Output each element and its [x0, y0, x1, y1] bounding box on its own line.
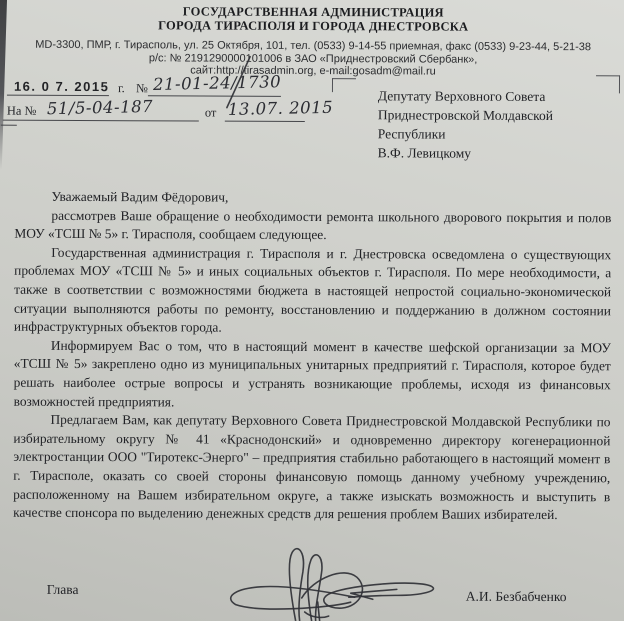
addressee-line: Приднестровской Молдавской [377, 107, 554, 124]
reply-date-underline [225, 121, 305, 122]
addressee-line: В.Ф. Левицкому [377, 145, 472, 161]
signer-title: Глава [46, 581, 79, 597]
letterhead-bank-account: р/с: № 2191290000101006 в ЗАО «Приднестровский Сбербанк», [148, 51, 478, 66]
addressee-block [378, 86, 598, 163]
letterhead-site-email: сайт:http://tirasadmin.org, e-mail:gosadm@mail.ru [190, 64, 436, 78]
date-suffix-label: г. [117, 81, 125, 96]
address-zone-corner-left [332, 78, 356, 92]
signature-scribble [231, 548, 434, 621]
signer-name: А.И. Безбабченко [465, 588, 567, 605]
date-blank-underline [7, 95, 109, 96]
addressee-line: Депутату Верховного Совета [377, 88, 546, 105]
address-zone-corner-right [596, 75, 620, 93]
body-paragraph: Информируем Вас о том, что в настоящий момент в качестве шефской организации за МОУ «ТСШ № 5» закреплено одно из муниципальных унитарных предприятий г. Тирасполя, которое будет решать наиболее острые вопросы и устранять возникающие проблемы, исходя из финансовых возможностей предприятия. [13, 337, 611, 409]
number-blank-underline [148, 95, 281, 97]
outgoing-number-handwritten: 21-01-24/1730 [152, 72, 282, 94]
body-paragraph: Государственная администрация г. Тирасполя и г. Днестровска осведомлена о существующих проблемах МОУ «ТСШ № 5» и иных социальных объектов г. Тирасполя. По мере необходимости, а также в соответствии с возможностями бюджета в настоящей непростой социально-экономической ситуации выполняются работы по ремонту, восстановлению и поддержанию в должном состоянии инфраструктурных объектов города. [13, 244, 612, 335]
date-stamp: 16. 0 7. 2015 [13, 78, 110, 95]
number-label: № [135, 81, 148, 96]
stray-form-line [1, 125, 17, 126]
org-name-line1: ГОСУДАРСТВЕННАЯ АДМИНИСТРАЦИЯ [182, 4, 444, 20]
body-paragraph: Предлагаем Вам, как депутату Верховного Совета Приднестровской Молдавской Республики по избирательному округу № 41 «Краснодонский» и одновременно директору когенерационной электростанции ООО "Тиротекс-Энерго" – предприятия стабильно работающего в настоящий момент в г. Тирасполе, оказать со своей стороны финансовую помощь данному учебному учреждению, расположенному на Вашем избирательном округе, а также изыскать возможность и выступить в качестве спонсора по выделению денежных средств для решения проблем Ваших избирателей. [13, 411, 611, 523]
body-paragraph: рассмотрев Ваше обращение о необходимости ремонта школьного дворового покрытия и полов МОУ «ТСШ № 5» г. Тирасполя, сообщаем следующее. [14, 207, 612, 243]
addressee-line: Республики [377, 126, 446, 142]
letterhead-address: MD-3300, ПМР, г. Тирасполь, ул. 25 Октября, 101, тел. (0533) 9-14-55 приемная, факс (0533) 9-23-44, 5-21-38 [35, 38, 592, 54]
reply-to-label: На № [6, 103, 37, 118]
reply-number-underline [3, 120, 199, 122]
incoming-date-handwritten: 13.07. 2015 [227, 97, 334, 120]
salutation: Уважаемый Вадим Фёдорович, [51, 188, 229, 205]
letter-body [13, 188, 611, 525]
letterhead [1, 0, 624, 79]
org-name-line2: ГОРОДА ТИРАСПОЛЯ И ГОРОДА ДНЕСТРОВСКА [158, 18, 469, 34]
from-label: от [204, 105, 217, 120]
incoming-number-handwritten: 51/5-04-187 [46, 96, 154, 119]
